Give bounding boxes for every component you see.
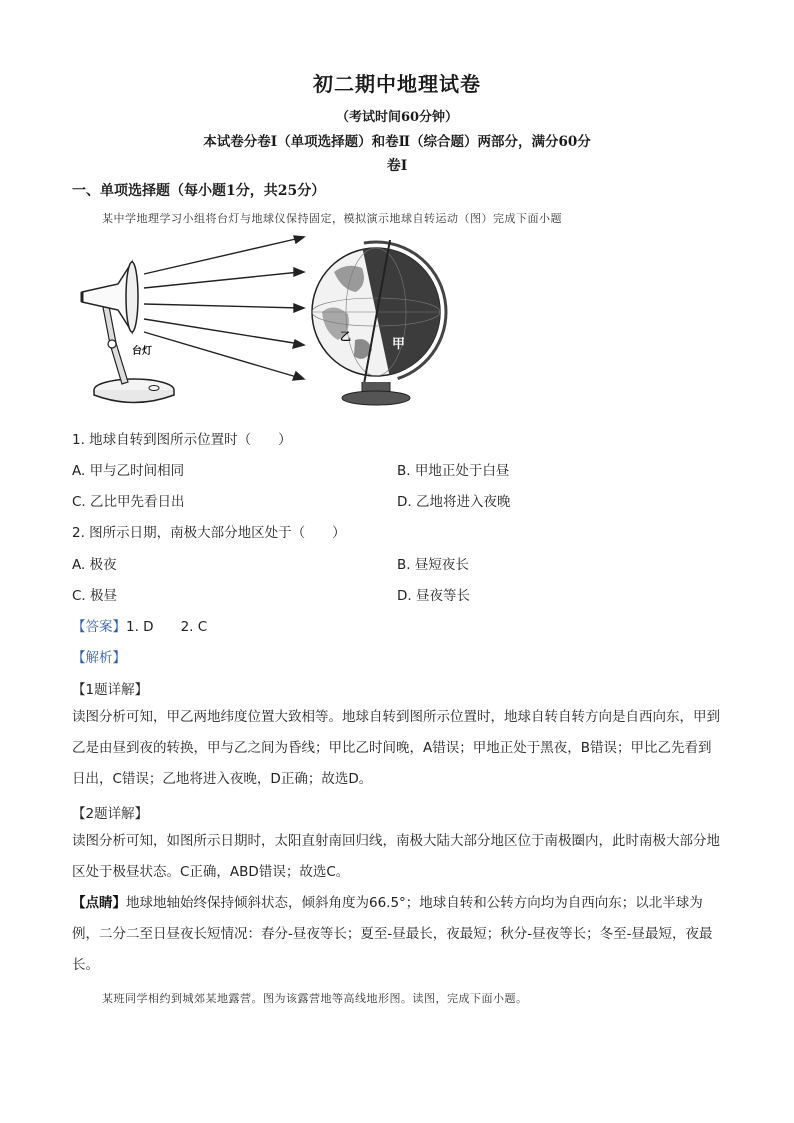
question-2-option-d: D. 昼夜等长 [397,588,470,604]
light-rays [144,236,304,380]
key-point-text: 地球地轴始终保持倾斜状态，倾斜角度为66.5°；地球自转和公转方向均为自西向东；以北半球为例，二分二至日昼夜长短情况：春分-昼夜等长；夏至-昼最长，夜最短；秋分-昼夜等长；冬至-昼最短，夜最长。 [72,895,713,973]
answer-line [72,615,207,635]
exam-composition: 本试卷分卷Ⅰ（单项选择题）和卷Ⅱ（综合题）两部分，满分60分 [203,134,591,150]
question-1-option-a: A. 甲与乙时间相同 [72,463,185,479]
question-1-option-c: C. 乙比甲先看日出 [72,494,185,510]
exam-time: （考试时间60分钟） [335,110,459,125]
q1-detail-tag: 【1题详解】 [72,682,149,698]
question-2-stem: 2. 图所示日期，南极大部分地区处于（ ） [72,525,346,541]
key-point-tag: 【点睛】 [72,895,126,911]
section-intro: 某中学地理学习小组将台灯与地球仪保持固定，模拟演示地球自转运动（图）完成下面小题 [102,212,562,225]
key-point-paragraph [72,888,722,981]
answer-tag: 【答案】 [72,619,126,635]
lamp-globe-figure [72,232,452,417]
q2-detail-tag: 【2题详解】 [72,806,149,822]
jia-label: 甲 [392,337,406,352]
page-title: 初二期中地理试卷 [313,72,481,96]
question-2-option-b: B. 昼短夜长 [397,557,469,573]
question-1-stem: 1. 地球自转到图所示位置时（ ） [72,432,292,448]
question-2-option-a: A. 极夜 [72,557,117,573]
volume-label: 卷Ⅰ [386,158,408,174]
question-2-option-c: C. 极昼 [72,588,118,604]
q1-detail-text: 读图分析可知，甲乙两地纬度位置大致相等。地球自转到图所示位置时，地球自转自转方向是自西向东，甲到乙是由昼到夜的转换，甲与乙之间为昏线；甲比乙时间晚，A错误；甲地正处于黑夜，B错误；甲比乙先看到日出，C错误；乙地将进入夜晚，D正确；故选D。 [72,709,720,787]
yi-label: 乙 [340,330,351,343]
q2-detail-text: 读图分析可知，如图所示日期时，太阳直射南回归线，南极大陆大部分地区位于南极圈内，此时南极大部分地区处于极昼状态。C正确，ABD错误；故选C。 [72,833,720,880]
question-1-option-d: D. 乙地将进入夜晚 [397,494,511,510]
lamp-label: 台灯 [132,346,152,357]
question-1-option-b: B. 甲地正处于白昼 [397,463,510,479]
next-question-intro: 某班同学相约到城郊某地露营。图为该露营地等高线地形图。读图，完成下面小题。 [102,992,528,1005]
desk-lamp-illustration [82,262,174,403]
answer-text: 1. D 2. C [126,619,208,635]
globe-illustration [295,232,452,405]
section-heading: 一、单项选择题（每小题1分，共25分） [72,183,326,199]
analysis-tag: 【解析】 [72,650,126,666]
